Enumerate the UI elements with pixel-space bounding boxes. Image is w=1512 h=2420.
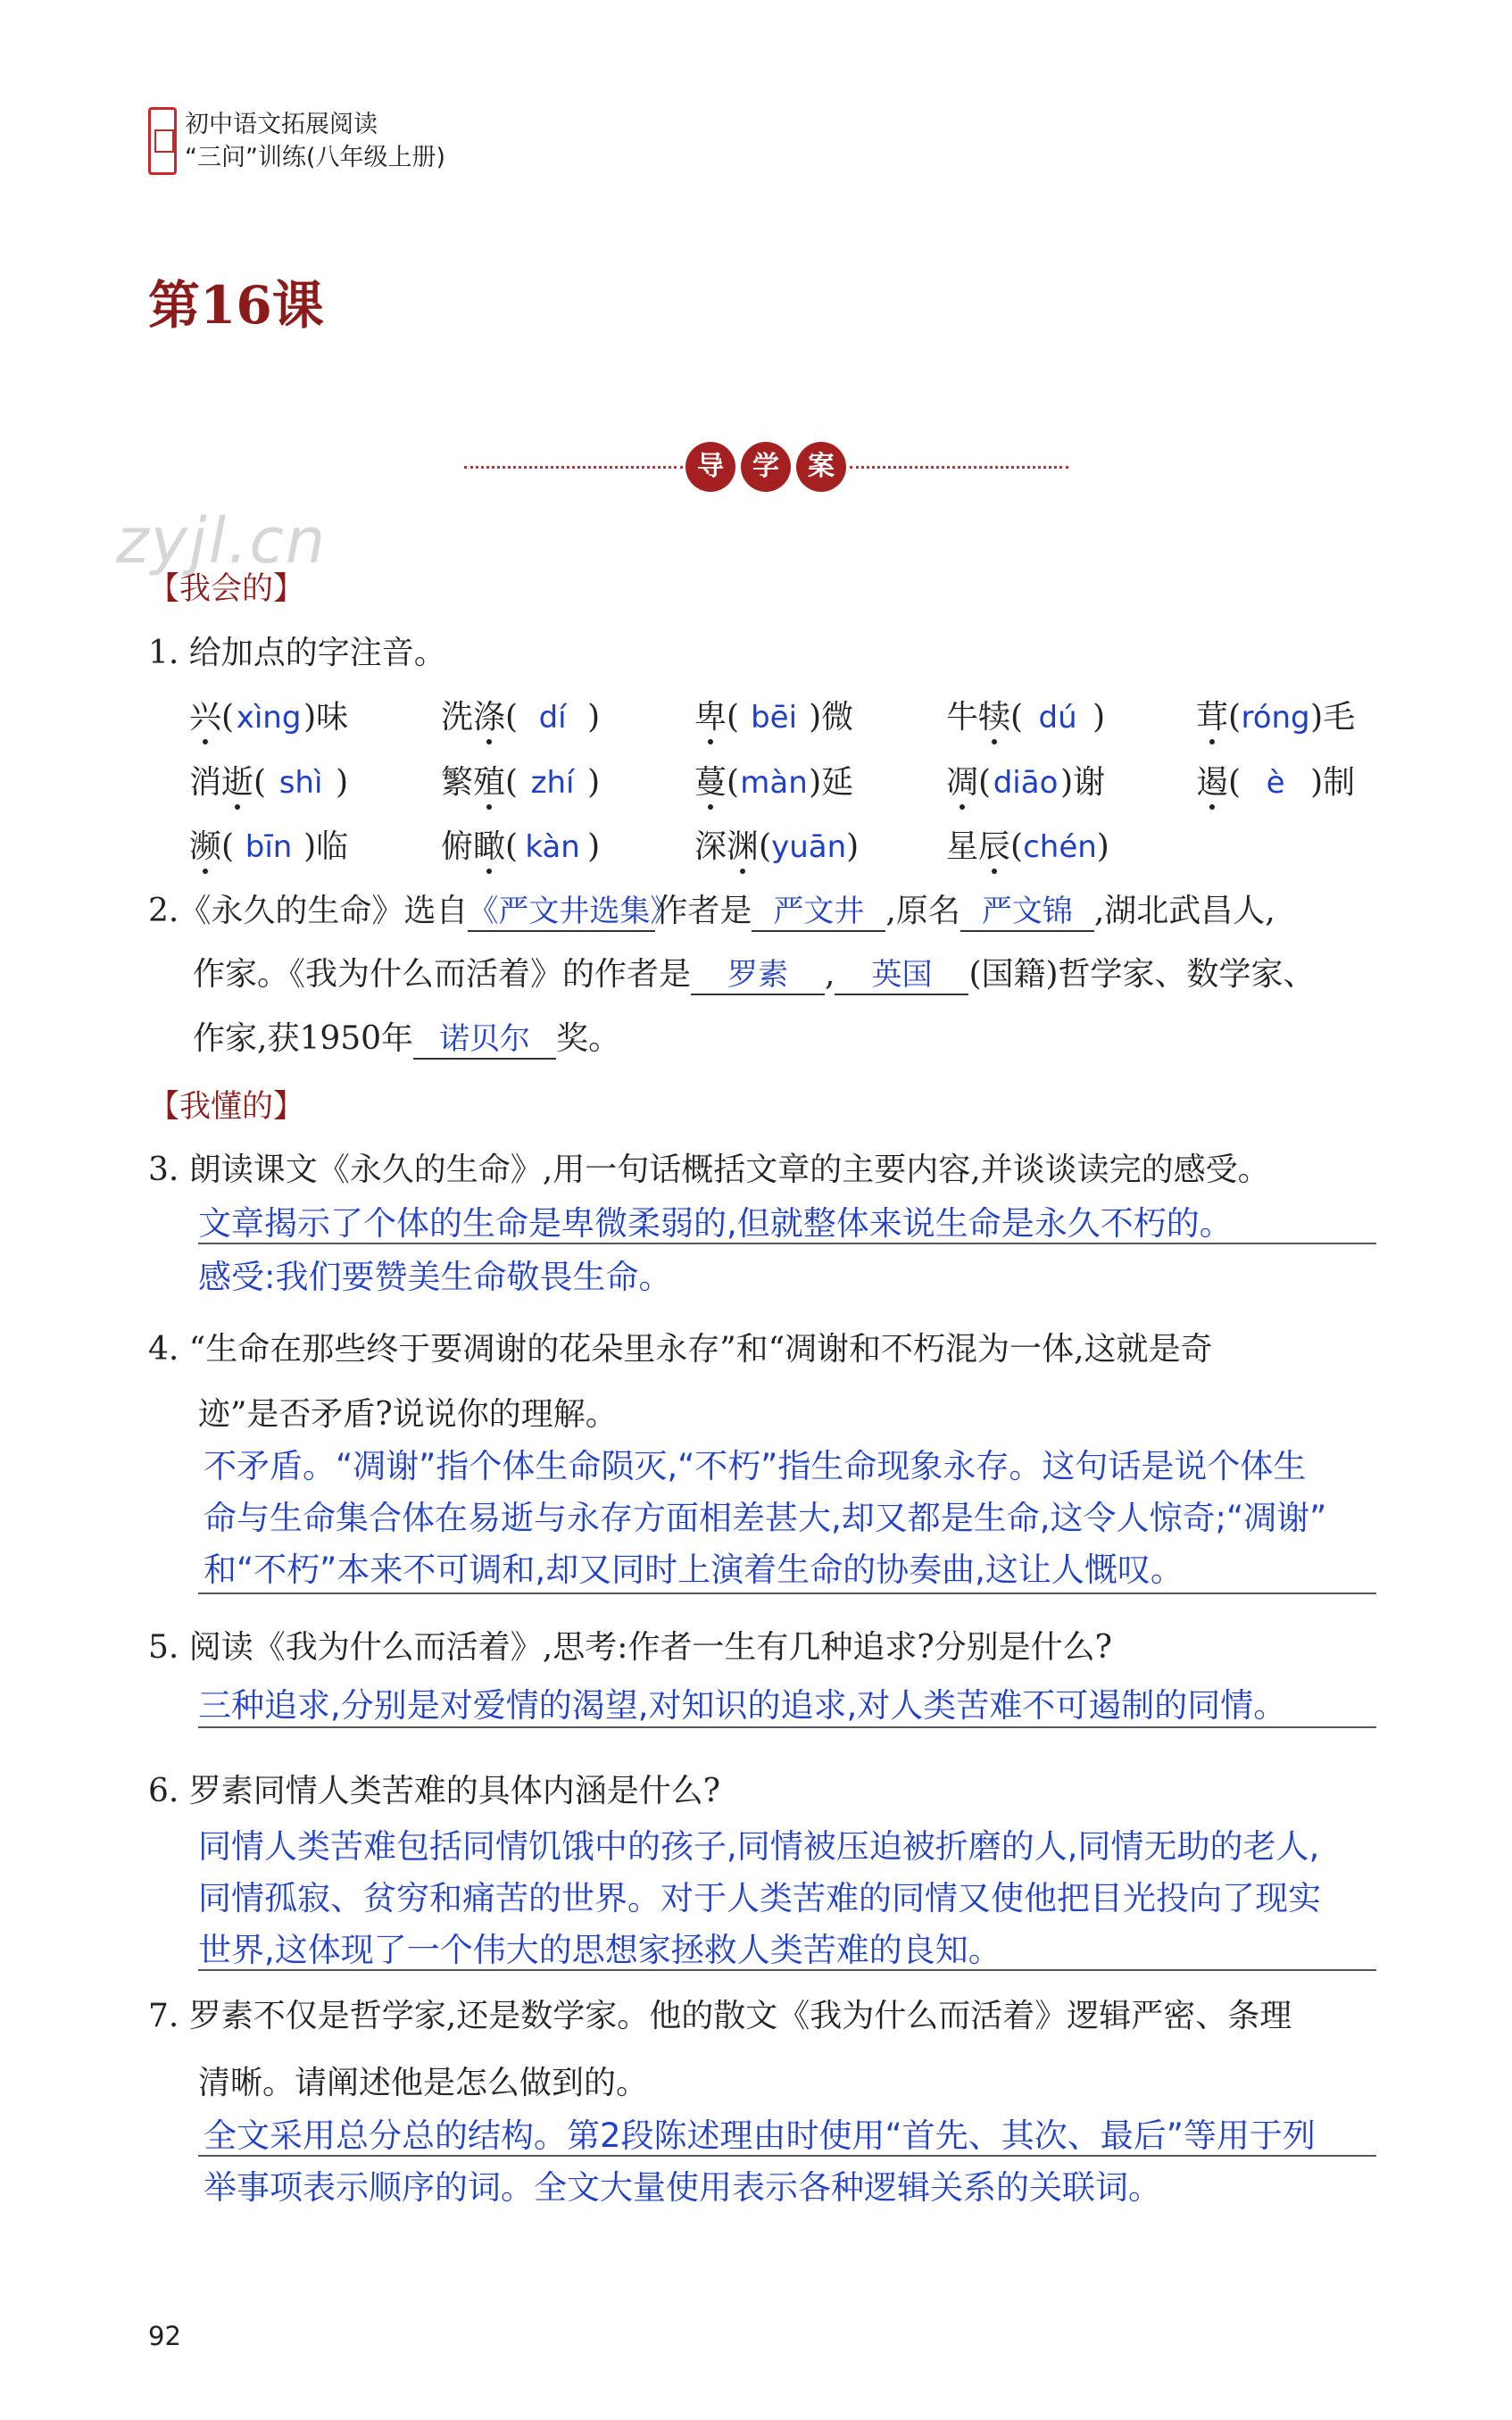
q6-prompt: 6. 罗素同情人类苦难的具体内涵是什么? [148,1773,721,1809]
q2-text-3: ,原名 [885,893,960,929]
pinyin-answer: yuān [771,829,847,865]
pinyin-text: ( [505,764,519,801]
pinyin-text: ( [1228,764,1242,801]
pinyin-answer: kàn [525,829,580,865]
pinyin-text: ( [505,828,519,865]
pinyin-answer: shì [278,765,323,801]
pinyin-text: ( [978,764,992,801]
pinyin-text: ( [221,828,235,865]
dotted-character: 瞰 [473,828,506,865]
q2-text-6: , [825,956,835,993]
q2-text-5: 作家。《我为什么而活着》的作者是 [193,956,692,993]
pinyin-text: ) [587,699,601,736]
q5-prompt: 5. 阅读《我为什么而活着》,思考:作者一生有几种追求?分别是什么? [148,1629,1112,1666]
banner-seal-2: 学 [741,442,791,492]
pinyin-answer: zhí [530,765,575,801]
dotted-character: 殖 [473,764,506,801]
pinyin-text: ( [759,828,772,865]
pinyin-text: ( [221,699,235,736]
pinyin-text: ( [727,699,740,736]
pinyin-answer: màn [740,765,808,801]
q4-prompt-line-2: 迹”是否矛盾?说说你的理解。 [198,1396,618,1433]
pinyin-text: ) [303,699,317,736]
dotted-character: 茸 [1196,699,1229,736]
banner-divider-left [464,466,683,469]
answer-rule [198,1969,1376,1971]
dotted-character: 逝 [221,764,254,801]
q2-text-4: ,湖北武昌人, [1093,893,1275,929]
pinyin-text: ) [587,764,601,801]
pinyin-text: 深 [694,828,727,865]
pinyin-text: 制 [1323,764,1356,801]
series-title: 初中语文拓展阅读 [185,111,378,138]
q4-prompt-line-1: 4. “生命在那些终于要凋谢的花朵里永存”和“凋谢和不朽混为一体,这就是奇 [148,1331,1213,1368]
pinyin-answer: diāo [993,765,1059,801]
q2-blank-source: 《严文井选集》 [468,886,655,932]
pinyin-text: ) [1310,699,1324,736]
q2-text-9: 奖。 [556,1020,621,1057]
dotted-character: 涤 [473,699,506,736]
dotted-character: 濒 [189,828,222,865]
q2-blank-nation: 英国 [835,950,968,995]
pinyin-text: ( [1010,828,1024,865]
pinyin-text: 俯 [441,828,474,865]
pinyin-item [694,692,853,737]
pinyin-item [441,757,600,803]
q2-line2 [193,949,1316,995]
pinyin-text: 繁 [441,764,474,801]
pinyin-text: ( [1010,699,1024,736]
dotted-character: 兴 [189,699,222,736]
dotted-character: 渊 [727,828,760,865]
q2-blank-author: 严文井 [752,886,885,932]
banner-seal-3: 案 [796,442,846,492]
pinyin-answer: chén [1023,829,1097,865]
banner-seal-1: 导 [685,442,735,492]
pinyin-item [1196,692,1355,737]
pinyin-item [189,757,348,803]
pinyin-text: ( [505,699,519,736]
pinyin-item [189,692,348,737]
series-logo-icon [148,107,177,175]
q2-text-8: 作家,获1950年 [193,1020,414,1057]
q2-line1 [148,886,1275,932]
dotted-character: 蔓 [694,764,727,801]
q2-blank-author2: 罗素 [691,950,825,995]
q6-answer-line-1: 同情人类苦难包括同情饥饿中的孩子,同情被压迫被折磨的人,同情无助的老人, [198,1827,1320,1866]
q2-text-2: 作者是 [655,893,752,929]
q6-answer-line-3: 世界,这体现了一个伟大的思想家拯救人类苦难的良知。 [198,1931,1001,1969]
pinyin-item [1196,757,1355,803]
pinyin-item [946,821,1109,867]
pinyin-text: ) [303,828,317,865]
q3-answer-line-1: 文章揭示了个体的生命是卑微柔弱的,但就整体来说生命是永久不朽的。 [198,1204,1233,1243]
q6-answer-line-2: 同情孤寂、贫穷和痛苦的世界。对于人类苦难的同情又使他把目光投向了现实 [198,1879,1321,1917]
pinyin-text: 延 [821,764,854,801]
pinyin-text: ) [587,828,601,865]
q4-answer-line-2: 命与生命集合体在易逝与永存方面相差甚大,却又都是生命,这令人惊奇;“凋谢” [204,1499,1327,1537]
section-heading-know: 【我会的】 [148,571,305,607]
dotted-character: 凋 [946,764,979,801]
pinyin-item [441,692,600,737]
q2-blank-realname: 严文锦 [960,886,1094,932]
pinyin-answer: dú [1038,700,1077,736]
pinyin-item [946,692,1105,737]
pinyin-text: ( [1228,699,1242,736]
watermark: zyjl.cn [116,504,328,578]
q2-blank-prize: 诺贝尔 [413,1014,556,1060]
dotted-character: 辰 [978,828,1011,865]
pinyin-text: 牛 [946,699,979,736]
q5-answer-line-1: 三种追求,分别是对爱情的渴望,对知识的追求,对人类苦难不可遏制的同情。 [198,1686,1287,1725]
pinyin-text: ) [1310,764,1324,801]
q7-answer-line-2: 举事项表示顺序的词。全文大量使用表示各种逻辑关系的关联词。 [204,2168,1161,2207]
q4-answer-line-3: 和“不朽”本来不可调和,却又同时上演着生命的协奏曲,这让人慨叹。 [204,1551,1184,1589]
q3-answer-line-2: 感受:我们要赞美生命敬畏生命。 [198,1258,672,1296]
pinyin-text: 临 [316,828,349,865]
pinyin-answer: bīn [245,829,293,865]
answer-rule [198,1593,1376,1594]
dotted-character: 卑 [694,699,727,736]
answer-rule [198,1243,1376,1244]
answer-rule [198,1726,1376,1728]
q2-text-7: (国籍)哲学家、数学家、 [968,956,1316,993]
q7-answer-line-1: 全文采用总分总的结构。第2段陈述理由时使用“首先、其次、最后”等用于列 [204,2116,1316,2155]
pinyin-answer: xìng [236,700,302,736]
q4-answer-line-1: 不矛盾。“凋谢”指个体生命陨灭,“不朽”指生命现象永存。这句话是说个体生 [204,1447,1307,1485]
pinyin-item [694,757,853,803]
pinyin-answer: róng [1241,700,1310,736]
pinyin-text: ) [809,764,822,801]
q1-prompt: 1. 给加点的字注音。 [148,635,446,671]
pinyin-text: ) [1092,699,1106,736]
pinyin-text: ( [727,764,740,801]
pinyin-text: 消 [189,764,222,801]
pinyin-text: ) [809,699,822,736]
pinyin-item [694,821,859,867]
page-number: 92 [148,2321,181,2351]
dotted-character: 遏 [1196,764,1229,801]
pinyin-text: 谢 [1073,764,1106,801]
pinyin-text: ) [1060,764,1074,801]
q2-line3 [193,1013,620,1060]
pinyin-text: ) [336,764,349,801]
pinyin-text: ( [253,764,267,801]
lesson-title: 第16课 [148,275,324,336]
pinyin-text: 味 [316,699,349,736]
pinyin-item [946,757,1105,803]
q7-prompt-line-2: 清晰。请阐述他是怎么做到的。 [198,2065,649,2101]
pinyin-text: 洗 [441,699,474,736]
dotted-character: 犊 [978,699,1011,736]
banner-divider-right [850,466,1068,469]
series-subtitle: “三问”训练(八年级上册) [185,144,446,171]
pinyin-text: 毛 [1323,699,1356,736]
pinyin-item [189,821,348,867]
answer-rule [198,2155,1376,2157]
q7-prompt-line-1: 7. 罗素不仅是哲学家,还是数学家。他的散文《我为什么而活着》逻辑严密、条理 [148,1998,1292,2034]
pinyin-item [441,821,600,867]
pinyin-answer: è [1266,765,1285,801]
pinyin-answer: dí [538,700,567,736]
pinyin-text: ) [1096,828,1109,865]
pinyin-text: 星 [946,828,979,865]
pinyin-text: ) [846,828,860,865]
section-heading-understand: 【我懂的】 [148,1089,305,1125]
q2-text-1: 2.《永久的生命》选自 [148,893,469,929]
q3-prompt: 3. 朗读课文《永久的生命》,用一句话概括文章的主要内容,并谈谈读完的感受。 [148,1152,1270,1188]
pinyin-answer: bēi [751,700,798,736]
pinyin-text: 微 [821,699,854,736]
